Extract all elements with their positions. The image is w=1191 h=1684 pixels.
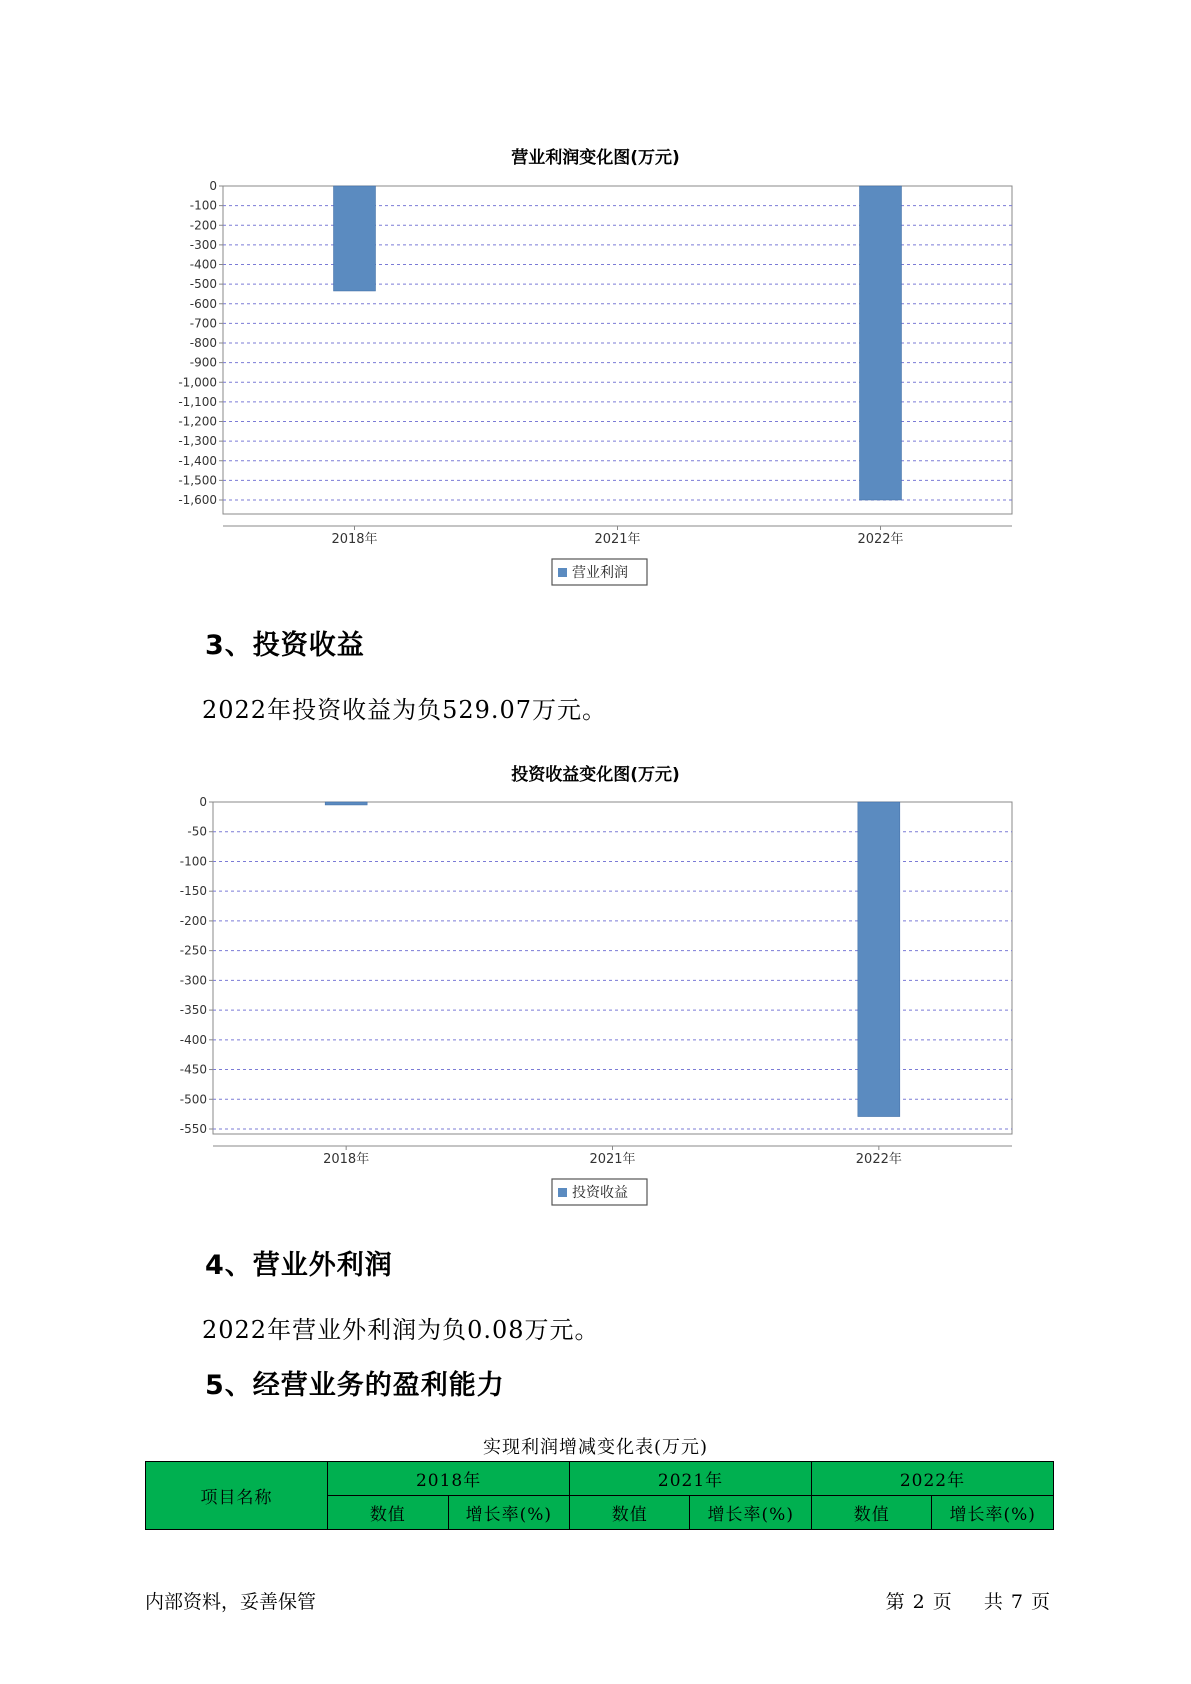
y-tick-label: -1,400 bbox=[178, 453, 217, 468]
y-tick-label: -50 bbox=[187, 824, 207, 839]
y-tick-label: -1,500 bbox=[178, 473, 217, 488]
y-tick-label: -500 bbox=[189, 277, 217, 292]
y-tick-label: 0 bbox=[209, 179, 217, 193]
section5-heading: 5、经营业务的盈利能力 bbox=[205, 1370, 505, 1401]
y-tick-label: -300 bbox=[189, 237, 217, 252]
y-tick-label: -400 bbox=[179, 1032, 207, 1047]
section4-heading: 4、营业外利润 bbox=[205, 1250, 393, 1281]
y-tick-label: -200 bbox=[189, 218, 217, 233]
chart1-title: 营业利润变化图(万元) bbox=[511, 148, 680, 168]
legend-swatch bbox=[558, 568, 567, 577]
y-tick-label: -1,200 bbox=[178, 414, 217, 429]
x-tick-label: 2018年 bbox=[331, 532, 378, 547]
section3-text: 2022年投资收益为负529.07万元。 bbox=[202, 696, 608, 724]
x-tick-label: 2018年 bbox=[323, 1152, 370, 1167]
legend-swatch bbox=[558, 1188, 567, 1197]
y-tick-label: -1,300 bbox=[178, 434, 217, 449]
bar-2018年 bbox=[325, 802, 367, 805]
table-subheader-growth: 增长率(%) bbox=[448, 1496, 570, 1530]
footer-page-suffix: 页 bbox=[1030, 1591, 1050, 1613]
y-tick-label: -250 bbox=[179, 943, 207, 958]
y-tick-label: -600 bbox=[189, 296, 217, 311]
table-subheader-growth: 增长率(%) bbox=[690, 1496, 812, 1530]
y-tick-label: -1,100 bbox=[178, 394, 217, 409]
table-subheader-value: 数值 bbox=[570, 1496, 690, 1530]
footer-current-page: 2 bbox=[912, 1591, 925, 1613]
y-tick-label: -400 bbox=[189, 257, 217, 272]
footer-page-number bbox=[882, 1587, 1054, 1614]
investment-income-chart bbox=[0, 760, 1191, 1210]
y-tick-label: -100 bbox=[189, 198, 217, 213]
y-tick-label: -300 bbox=[179, 973, 207, 988]
footer-page-mid: 页 bbox=[932, 1591, 952, 1613]
footer-total-prefix: 共 bbox=[983, 1591, 1003, 1613]
x-tick-label: 2022年 bbox=[855, 1152, 902, 1167]
table-header-year-2022: 2022年 bbox=[812, 1462, 1054, 1496]
footer-page-prefix: 第 bbox=[885, 1591, 905, 1613]
bar-2022年 bbox=[858, 802, 900, 1117]
y-tick-label: -800 bbox=[189, 336, 217, 350]
y-tick-label: -700 bbox=[189, 316, 217, 331]
section4-text: 2022年营业外利润为负0.08万元。 bbox=[202, 1316, 600, 1344]
y-tick-label: -1,600 bbox=[178, 493, 217, 507]
y-tick-label: -900 bbox=[189, 355, 217, 370]
y-tick-label: 0 bbox=[199, 795, 207, 809]
y-tick-label: -550 bbox=[179, 1122, 207, 1136]
y-tick-label: -450 bbox=[179, 1062, 207, 1077]
y-tick-label: -500 bbox=[179, 1092, 207, 1107]
y-tick-label: -200 bbox=[179, 913, 207, 928]
table-caption: 实现利润增减变化表(万元) bbox=[482, 1437, 709, 1458]
y-tick-label: -350 bbox=[179, 1003, 207, 1018]
chart2-title: 投资收益变化图(万元) bbox=[511, 765, 680, 785]
table-subheader-growth: 增长率(%) bbox=[932, 1496, 1054, 1530]
footer-total-pages: 7 bbox=[1010, 1591, 1023, 1613]
legend-label: 投资收益 bbox=[572, 1185, 628, 1201]
operating-profit-chart bbox=[0, 140, 1191, 590]
table-header-year-2018: 2018年 bbox=[328, 1462, 570, 1496]
footer-confidential: 内部资料，妥善保管 bbox=[145, 1591, 317, 1613]
x-tick-label: 2022年 bbox=[857, 532, 904, 547]
x-tick-label: 2021年 bbox=[589, 1152, 636, 1167]
y-tick-label: -1,000 bbox=[178, 375, 217, 390]
bar-2018年 bbox=[334, 186, 376, 291]
profit-change-table bbox=[145, 1461, 1054, 1530]
table-header-item: 项目名称 bbox=[146, 1462, 328, 1530]
section3-heading: 3、投资收益 bbox=[205, 630, 365, 661]
bar-2022年 bbox=[860, 186, 902, 500]
table-header-year-2021: 2021年 bbox=[570, 1462, 812, 1496]
y-tick-label: -150 bbox=[179, 884, 207, 899]
y-tick-label: -100 bbox=[179, 854, 207, 869]
x-tick-label: 2021年 bbox=[594, 532, 641, 547]
table-subheader-value: 数值 bbox=[328, 1496, 448, 1530]
table-subheader-value: 数值 bbox=[812, 1496, 932, 1530]
legend-label: 营业利润 bbox=[572, 565, 628, 581]
